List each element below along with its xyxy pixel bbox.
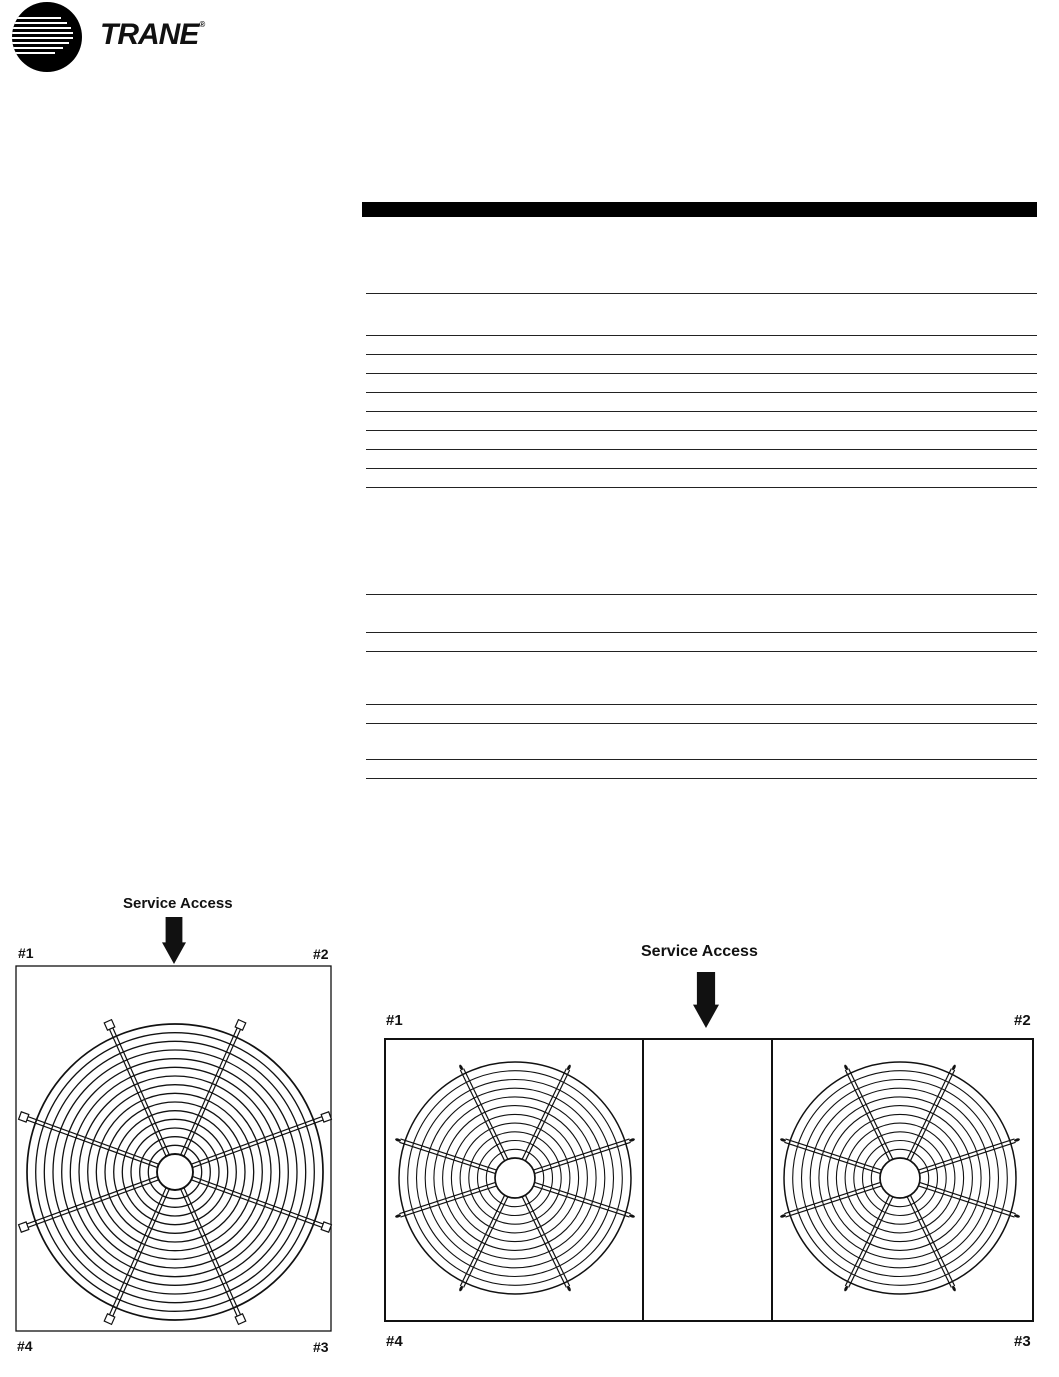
corner-label-2: #2: [313, 946, 329, 962]
fan-guard-outer-ring: [399, 1062, 631, 1294]
fan-guard-mount-tab: [321, 1222, 331, 1232]
fan-hub: [157, 1154, 193, 1190]
table-row-rule: [366, 430, 1037, 431]
table-row-rule: [366, 411, 1037, 412]
table-row-rule: [366, 778, 1037, 779]
fan-guard-spoke: [181, 1027, 238, 1155]
fan-guard-spoke: [784, 1142, 880, 1173]
fan-guard-ring: [793, 1071, 1008, 1286]
fan-guard-spoke: [112, 1189, 169, 1317]
table-row-rule: [366, 632, 1037, 633]
fan-guard-mount-tab: [629, 1138, 636, 1143]
fan-guard-ring: [140, 1137, 211, 1208]
corner-label-1: #1: [18, 945, 34, 961]
fan-guard-ring: [425, 1088, 605, 1268]
fan-guard-mount-tab: [1014, 1138, 1021, 1143]
fan-guard-ring: [819, 1097, 981, 1259]
fan-guard-spoke: [907, 1197, 951, 1288]
fan-guard-mount-tab: [780, 1214, 787, 1219]
fan-guard-spoke: [26, 1176, 158, 1224]
trane-logo-icon: [11, 0, 86, 75]
fan-guard-mount-tab: [104, 1314, 115, 1325]
fan-guard-spoke: [191, 1116, 323, 1164]
down-arrow-icon: [162, 917, 186, 964]
fan-guard-ring: [79, 1076, 271, 1268]
fan-guard-spoke: [184, 1188, 241, 1316]
brand-wordmark: [100, 18, 204, 52]
fan-guard-outer-ring: [27, 1024, 323, 1320]
fan-guard-spoke: [184, 1028, 241, 1156]
fan-guard-ring: [469, 1132, 561, 1224]
fan-guard-spoke: [849, 1197, 893, 1288]
fan-guard-icon: [395, 1062, 636, 1294]
fan-guard-ring: [871, 1149, 928, 1206]
fan-guard-ring: [44, 1041, 305, 1302]
fan-guard-spoke: [910, 1195, 954, 1286]
fan-guard-mount-tab: [458, 1285, 463, 1292]
fan-guard-spoke: [522, 1197, 566, 1288]
table-row-rule: [366, 704, 1037, 705]
fan-guard-spoke: [460, 1195, 504, 1286]
fan-guard-mount-tab: [843, 1064, 848, 1071]
table-row-rule: [366, 335, 1037, 336]
fan-guard-ring: [62, 1059, 289, 1286]
fan-guard-ring: [131, 1128, 219, 1216]
fan-guard-mount-tab: [843, 1285, 848, 1292]
fan-guard-spoke: [399, 1142, 495, 1173]
fan-guard-mount-tab: [1014, 1214, 1021, 1219]
fan-guard-spoke: [181, 1189, 238, 1317]
table-row-rule: [366, 759, 1037, 760]
fan-guard-spoke: [920, 1182, 1016, 1213]
fan-guard-ring: [408, 1071, 623, 1286]
fan-hub: [880, 1158, 920, 1198]
table-row-rule: [366, 468, 1037, 469]
corner-label-3b: #3: [1014, 1333, 1031, 1350]
table-header-bar: [362, 202, 1037, 217]
fan-guard-ring: [417, 1080, 614, 1277]
fan-guard-spoke: [918, 1139, 1014, 1170]
fan-guard-ring: [802, 1080, 999, 1277]
fan-guard-ring: [478, 1141, 553, 1216]
fan-guard-ring: [810, 1088, 990, 1268]
fan-guard-spoke: [464, 1068, 508, 1159]
fan-guard-spoke: [845, 1195, 889, 1286]
fan-guard-spoke: [191, 1180, 323, 1228]
fan-guard-ring: [88, 1085, 263, 1260]
fan-guard-spoke: [400, 1139, 496, 1170]
fan-guard-ring: [434, 1097, 596, 1259]
table-row-rule: [366, 449, 1037, 450]
corner-label-4: #4: [17, 1338, 33, 1354]
corner-label-3: #3: [313, 1339, 329, 1355]
fan-guard-mount-tab: [566, 1064, 571, 1071]
fan-guard-ring: [828, 1106, 973, 1251]
service-access-label-2: Service Access: [641, 943, 758, 960]
fan-guard-ring: [122, 1119, 227, 1224]
fan-guard-spoke: [27, 1180, 159, 1228]
fan-guard-mount-tab: [629, 1214, 636, 1219]
fan-guard-spoke: [849, 1068, 893, 1159]
table-row-rule: [366, 293, 1037, 294]
fan-guard-mount-tab: [951, 1064, 956, 1071]
fan-guard-mount-tab: [104, 1020, 115, 1031]
down-arrow-icon: [693, 972, 719, 1028]
fan-guard-spoke: [784, 1182, 880, 1213]
corner-label-4b: #4: [386, 1333, 403, 1350]
registered-mark: ®: [199, 20, 205, 29]
fan-guard-ring: [105, 1102, 245, 1242]
single-fan-frame: [16, 966, 331, 1331]
fan-guard-ring: [443, 1106, 588, 1251]
fan-guard-mount-tab: [395, 1214, 402, 1219]
fan-guard-mount-tab: [19, 1222, 29, 1232]
fan-guard-mount-tab: [321, 1112, 331, 1122]
fan-guard-spoke: [533, 1186, 629, 1217]
table-row-rule: [366, 487, 1037, 488]
fan-guard-spoke: [460, 1070, 504, 1161]
fan-guard-spoke: [535, 1142, 631, 1173]
fan-guard-mount-tab: [395, 1138, 402, 1143]
fan-guard-spoke: [525, 1070, 569, 1161]
fan-guard-ring: [148, 1145, 201, 1198]
service-access-label: Service Access: [123, 895, 233, 912]
fan-guard-mount-tab: [458, 1064, 463, 1071]
fan-guard-spoke: [918, 1186, 1014, 1217]
fan-guard-spoke: [26, 1120, 158, 1168]
fan-guard-spoke: [910, 1070, 954, 1161]
brand-text: TRANE: [100, 18, 199, 51]
fan-guard-spoke: [920, 1142, 1016, 1173]
fan-guard-spoke: [845, 1070, 889, 1161]
fan-guard-spoke: [112, 1027, 169, 1155]
fan-guard-ring: [486, 1149, 543, 1206]
fan-guard-mount-tab: [235, 1314, 246, 1325]
fan-guard-ring: [70, 1067, 279, 1276]
fan-guard-spoke: [193, 1120, 325, 1168]
fan-guard-ring: [96, 1093, 253, 1250]
fan-guard-ring: [836, 1114, 963, 1241]
fan-guard-spoke: [109, 1028, 166, 1156]
fan-guard-spoke: [533, 1139, 629, 1170]
fan-hub: [495, 1158, 535, 1198]
fan-guard-spoke: [522, 1068, 566, 1159]
fan-guard-icon: [19, 1020, 332, 1325]
fan-guard-mount-tab: [235, 1020, 246, 1031]
fan-guard-spoke: [400, 1186, 496, 1217]
fan-guard-mount-tab: [951, 1285, 956, 1292]
table-row-rule: [366, 354, 1037, 355]
fan-guard-spoke: [525, 1195, 569, 1286]
table-row-rule: [366, 594, 1037, 595]
fan-guard-ring: [460, 1123, 570, 1233]
fan-guard-spoke: [27, 1116, 159, 1164]
fan-guard-ring: [845, 1123, 955, 1233]
fan-guard-spoke: [193, 1176, 325, 1224]
corner-label-2b: #2: [1014, 1012, 1031, 1029]
fan-guard-ring: [451, 1114, 578, 1241]
fan-guard-spoke: [109, 1188, 166, 1316]
fan-guard-spoke: [399, 1182, 495, 1213]
fan-guard-ring: [863, 1141, 938, 1216]
table-row-rule: [366, 373, 1037, 374]
fan-guard-ring: [36, 1033, 315, 1312]
fan-guard-mount-tab: [566, 1285, 571, 1292]
fan-guard-spoke: [907, 1068, 951, 1159]
fan-guard-outer-ring: [784, 1062, 1016, 1294]
corner-label-1b: #1: [386, 1012, 403, 1029]
fan-guard-ring: [53, 1050, 297, 1294]
fan-guard-ring: [114, 1111, 237, 1234]
table-row-rule: [366, 723, 1037, 724]
fan-guard-icon: [780, 1062, 1021, 1294]
fan-guard-mount-tab: [780, 1138, 787, 1143]
double-fan-frame: [385, 1039, 1033, 1321]
fan-guard-spoke: [464, 1197, 508, 1288]
table-row-rule: [366, 651, 1037, 652]
fan-guard-spoke: [785, 1186, 881, 1217]
fan-guard-mount-tab: [19, 1112, 29, 1122]
table-row-rule: [366, 392, 1037, 393]
fan-guard-spoke: [785, 1139, 881, 1170]
fan-guard-spoke: [535, 1182, 631, 1213]
fan-guard-ring: [854, 1132, 946, 1224]
